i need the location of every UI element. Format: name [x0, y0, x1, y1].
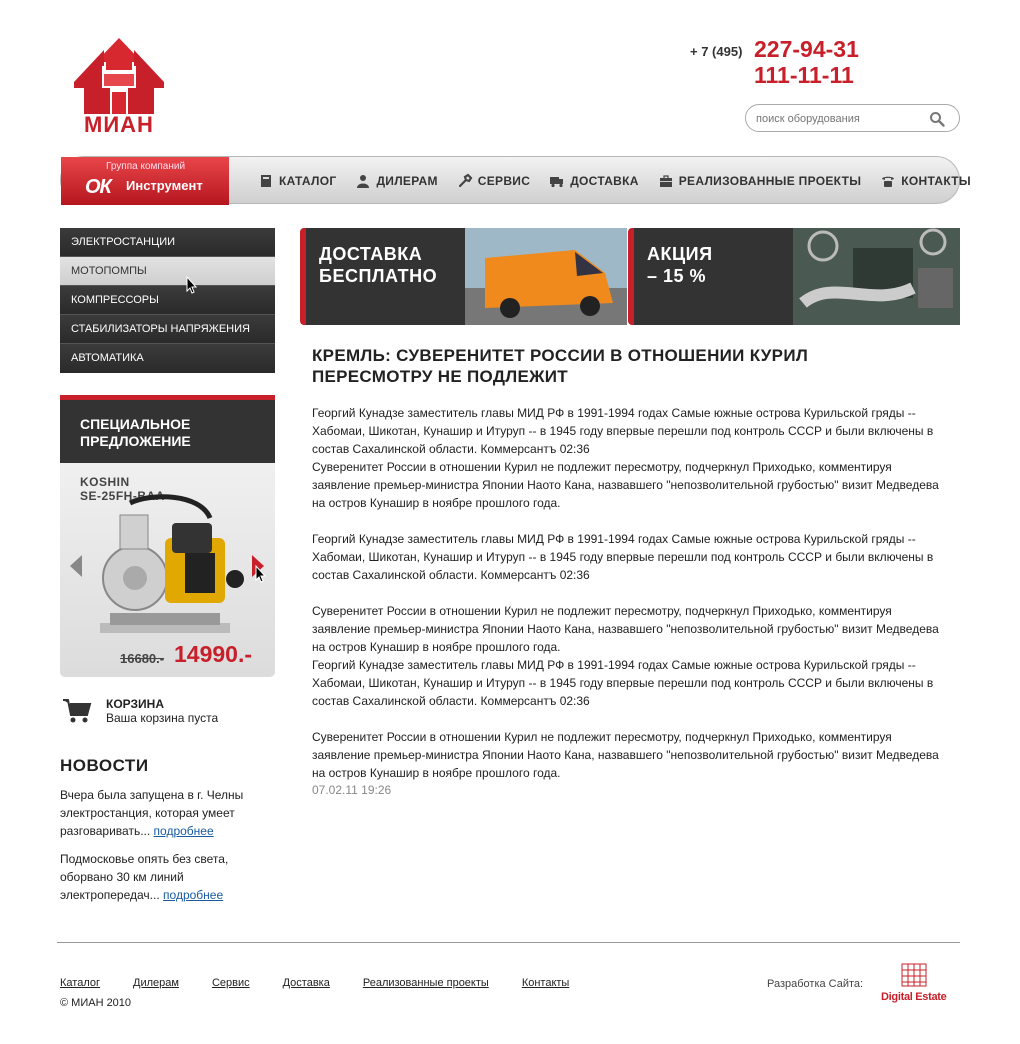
footer-link-projects[interactable]: Реализованные проекты [362, 977, 489, 989]
nav-item-label: ДИЛЕРАМ [376, 174, 438, 188]
category-motor-pumps[interactable]: МОТОПОМПЫ [60, 257, 275, 286]
nav-item-catalog[interactable] [259, 174, 336, 188]
category-menu [60, 228, 275, 373]
nav-item-label: СЕРВИС [477, 174, 531, 188]
article-paragraph: Суверенитет России в отношении Курил не подлежит пересмотру, подчеркнул Приходько, комментируя заявление премьер-министра Японии Наото Кана, назвавшего "непозволительной грубостью" визит Медведева на остров Кунашир в ноябре прошлого года. [312, 730, 939, 780]
category-voltage-stabilizers[interactable]: СТАБИЛИЗАТОРЫ НАПРЯЖЕНИЯ [60, 315, 275, 344]
phone-icon [881, 174, 895, 188]
developer-label: Разработка Сайта: [767, 978, 864, 990]
category-automation[interactable]: АВТОМАТИКА [60, 344, 275, 373]
footer-link-catalog[interactable]: Каталог [60, 977, 100, 989]
news-item: Подмосковье опять без света, оборвано 30 км линий электропередач... подробнее [60, 852, 229, 902]
briefcase-icon [659, 174, 673, 188]
brand-ok-instrument[interactable] [61, 157, 229, 205]
news-more-link[interactable]: подробнее [153, 824, 214, 838]
footer-link-dealers[interactable]: Дилерам [133, 977, 179, 989]
cart-status: Ваша корзина пуста [106, 711, 219, 725]
news-heading: НОВОСТИ [60, 756, 149, 775]
banner-text: АКЦИЯ – 15 % [647, 244, 713, 286]
industrial-equipment-image [793, 228, 960, 325]
phone-main: 227-94-31 [754, 36, 859, 62]
news-more-link[interactable]: подробнее [163, 888, 224, 902]
brand-name: Инструмент [126, 178, 203, 193]
article-paragraph: Георгий Кунадзе заместитель главы МИД РФ в 1991-1994 годах Самые южные острова Курильской гряды -- Хабомаи, Шикотан, Кунашир и Итуруп -- в 1945 году впервые перешли под контроль СССР и были включены в состав Сахалинской области. Коммерсантъ 02:36 [312, 406, 934, 456]
special-offer-title: СПЕЦИАЛЬНОЕ ПРЕДЛОЖЕНИЕ [80, 416, 191, 449]
footer-divider [57, 942, 960, 943]
special-offer[interactable] [60, 395, 275, 677]
footer-link-contacts[interactable]: Контакты [521, 977, 570, 989]
new-price: 14990.- [174, 641, 253, 667]
nav-item-projects[interactable] [659, 174, 862, 188]
nav-item-dealers[interactable] [356, 174, 437, 188]
footer-links [60, 977, 602, 989]
wrench-icon [458, 174, 472, 188]
truck-icon [550, 174, 564, 188]
footer-link-delivery[interactable]: Доставка [282, 977, 330, 989]
article-paragraph: Суверенитет России в отношении Курил не подлежит пересмотру, подчеркнул Приходько, комментируя заявление премьер-министра Японии Наото Кана, назвавшего "непозволительной грубостью" визит Медведева на остров Кунашир в ноябре прошлого года. [312, 604, 939, 654]
person-icon [356, 174, 370, 188]
nav-item-label: ДОСТАВКА [570, 174, 639, 188]
cart-title: КОРЗИНА [106, 697, 164, 711]
phone-prefix: + 7 (495) [690, 44, 743, 59]
article-paragraph: Георгий Кунадзе заместитель главы МИД РФ в 1991-1994 годах Самые южные острова Курильской гряды -- Хабомаи, Шикотан, Кунашир и Итуруп -- в 1945 году впервые перешли под контроль СССР и были включены в состав Сахалинской области. Коммерсантъ 02:36 [312, 658, 934, 708]
article-body [312, 404, 952, 782]
nav-item-contacts[interactable] [881, 174, 971, 188]
category-compressors[interactable]: КОМПРЕССОРЫ [60, 286, 275, 315]
nav-item-label: РЕАЛИЗОВАННЫЕ ПРОЕКТЫ [678, 174, 862, 188]
nav-item-delivery[interactable] [550, 174, 639, 188]
nav-items [259, 157, 991, 205]
cart-widget[interactable] [60, 695, 275, 729]
news-item: Вчера была запущена в г. Челны электростанция, которая умеет разговаривать... подробнее [60, 788, 244, 838]
nav-item-service[interactable] [458, 174, 530, 188]
article-paragraph: Суверенитет России в отношении Курил не подлежит пересмотру, подчеркнул Приходько, комментируя заявление премьер-министра Японии Наото Кана, назвавшего "непозволительной грубостью" визит Медведева на остров Кунашир в ноябре прошлого года. [312, 460, 939, 510]
special-offer-header [60, 395, 275, 463]
van-image [465, 228, 627, 325]
motor-pump-image [90, 493, 250, 648]
banner-text: ДОСТАВКА БЕСПЛАТНО [319, 244, 438, 286]
article-paragraph: Георгий Кунадзе заместитель главы МИД РФ в 1991-1994 годах Самые южные острова Курильской гряды -- Хабомаи, Шикотан, Кунашир и Итуруп -- в 1945 году впервые перешли под контроль СССР и были включены в состав Сахалинской области. Коммерсантъ 02:36 [312, 532, 934, 582]
prev-arrow-icon[interactable] [70, 555, 82, 577]
main-navbar [60, 156, 971, 204]
copyright: © МИАН 2010 [60, 997, 132, 1009]
category-power-stations[interactable]: ЭЛЕКТРОСТАНЦИИ [60, 228, 275, 257]
banner-promo-discount[interactable] [628, 228, 960, 325]
next-arrow-icon[interactable] [252, 555, 264, 577]
brand-group-label: Группа компаний [106, 161, 186, 172]
search-box [745, 104, 960, 132]
cart-icon [62, 697, 92, 725]
phone-second: 111-11-11 [754, 62, 854, 88]
article-title: КРЕМЛЬ: СУВЕРЕНИТЕТ РОССИИ В ОТНОШЕНИИ КУРИЛ ПЕРЕСМОТРУ НЕ ПОДЛЕЖИТ [312, 346, 809, 386]
brand-ok-logo: ОК [85, 176, 111, 198]
search-icon[interactable] [929, 111, 945, 127]
developer-name[interactable]: Digital Estate [881, 991, 947, 1003]
search-input[interactable] [756, 110, 926, 127]
product-name: KOSHIN SE-25FH-BAA [80, 475, 165, 503]
digital-estate-logo-icon[interactable] [898, 962, 932, 990]
logo-text: МИАН [84, 112, 154, 137]
article-date: 07.02.11 19:26 [312, 783, 392, 797]
footer-link-service[interactable]: Сервис [211, 977, 250, 989]
old-price: 16680.- [120, 651, 165, 666]
book-icon [259, 174, 273, 188]
banner-free-delivery[interactable] [300, 228, 627, 325]
nav-item-label: КОНТАКТЫ [901, 174, 971, 188]
nav-item-label: КАТАЛОГ [279, 174, 337, 188]
